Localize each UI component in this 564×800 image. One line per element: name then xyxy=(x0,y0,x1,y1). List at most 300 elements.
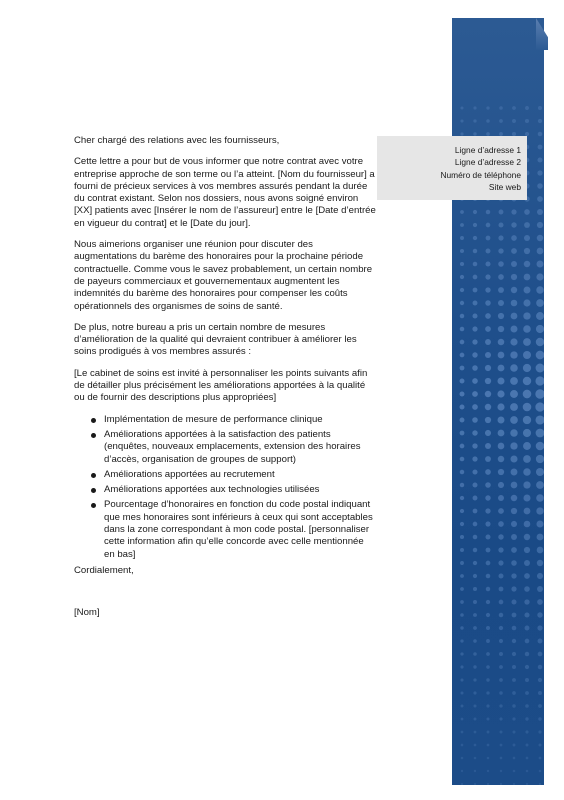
address-line-1: Ligne d’adresse 1 xyxy=(454,145,521,155)
pattern-dot xyxy=(485,391,491,397)
pattern-dot xyxy=(460,379,465,384)
pattern-dot xyxy=(499,587,504,592)
pattern-dot xyxy=(538,106,542,110)
pattern-dot xyxy=(473,678,476,681)
pattern-dot xyxy=(538,730,541,733)
pattern-dot xyxy=(461,744,464,747)
improvement-list xyxy=(74,414,376,561)
pattern-dot xyxy=(460,288,464,292)
pattern-dot xyxy=(485,417,491,423)
address-line-2: Ligne d’adresse 2 xyxy=(454,157,521,168)
pattern-dot xyxy=(473,210,477,214)
pattern-dot xyxy=(486,678,489,681)
pattern-dot xyxy=(460,327,465,332)
pattern-dot xyxy=(511,274,517,280)
pattern-dot xyxy=(524,235,530,241)
pattern-dot xyxy=(510,364,518,372)
pattern-dot xyxy=(497,403,504,410)
pattern-dot xyxy=(537,170,542,175)
pattern-dot xyxy=(473,275,478,280)
pattern-dot xyxy=(460,262,464,266)
pattern-dot xyxy=(485,352,491,358)
pattern-dot xyxy=(460,249,464,253)
pattern-dot xyxy=(473,496,478,501)
pattern-dot xyxy=(526,757,529,760)
pattern-dot xyxy=(512,106,516,110)
pattern-dot xyxy=(473,548,477,552)
pattern-dot xyxy=(499,652,503,656)
pattern-dot xyxy=(537,586,543,592)
pattern-dot xyxy=(460,639,463,642)
pattern-dot xyxy=(460,509,464,513)
pattern-dot xyxy=(460,678,463,681)
pattern-dot xyxy=(485,495,490,500)
pattern-dot xyxy=(500,731,503,734)
pattern-dot xyxy=(523,377,531,385)
pattern-dot xyxy=(499,678,503,682)
pattern-dot xyxy=(511,300,518,307)
pattern-dot xyxy=(537,222,543,228)
pattern-dot xyxy=(510,403,518,411)
pattern-dot xyxy=(485,508,490,513)
pattern-dot xyxy=(473,288,478,293)
pattern-dot xyxy=(486,561,491,566)
pattern-dot xyxy=(485,261,490,266)
pattern-dot xyxy=(523,442,531,450)
pattern-dot xyxy=(512,691,516,695)
pattern-dot xyxy=(473,223,477,227)
pattern-dot xyxy=(474,744,477,747)
pattern-dot xyxy=(524,560,530,566)
pattern-dot xyxy=(536,299,544,307)
pattern-dot xyxy=(538,743,541,746)
pattern-dot xyxy=(474,770,476,772)
pattern-dot xyxy=(536,455,544,463)
pattern-dot xyxy=(537,560,543,566)
pattern-dot xyxy=(523,351,531,359)
pattern-dot xyxy=(525,678,529,682)
pattern-dot xyxy=(510,338,517,345)
pattern-dot xyxy=(523,494,530,501)
pattern-dot xyxy=(460,626,463,629)
pattern-dot xyxy=(510,351,517,358)
pattern-dot xyxy=(537,625,542,630)
pattern-dot xyxy=(510,416,518,424)
pattern-dot xyxy=(511,222,516,227)
pattern-dot xyxy=(485,534,490,539)
pattern-dot xyxy=(511,573,516,578)
pattern-dot xyxy=(511,521,517,527)
closing: Cordialement, xyxy=(74,564,134,576)
pattern-dot xyxy=(498,339,505,346)
pattern-dot xyxy=(497,390,504,397)
pattern-dot xyxy=(512,717,515,720)
pattern-dot xyxy=(525,106,529,110)
pattern-dot xyxy=(498,547,503,552)
pattern-dot xyxy=(536,429,544,438)
pattern-dot xyxy=(473,236,477,240)
pattern-dot xyxy=(523,416,531,424)
pattern-dot xyxy=(460,665,463,668)
pattern-dot xyxy=(538,678,542,682)
pattern-dot xyxy=(537,612,542,617)
pattern-dot xyxy=(473,639,477,643)
pattern-dot xyxy=(487,731,490,734)
pattern-dot xyxy=(525,704,529,708)
pattern-dot xyxy=(523,429,531,437)
pattern-dot xyxy=(537,573,543,579)
pattern-dot xyxy=(460,431,465,436)
pattern-dot xyxy=(486,665,490,669)
pattern-dot xyxy=(472,482,477,487)
pattern-dot xyxy=(499,574,504,579)
pattern-dot xyxy=(535,376,544,385)
pattern-dot xyxy=(473,106,476,109)
pattern-dot xyxy=(473,665,476,668)
pattern-dot xyxy=(526,770,529,773)
pattern-dot xyxy=(486,548,491,553)
pattern-dot xyxy=(538,132,543,137)
pattern-dot xyxy=(485,404,491,410)
pattern-dot xyxy=(536,507,543,514)
pattern-dot xyxy=(473,704,476,707)
pattern-dot xyxy=(511,534,517,540)
salutation: Cher chargé des relations avec les fournisseurs, xyxy=(74,135,280,146)
pattern-dot xyxy=(460,236,464,240)
paragraph-instructions: [Le cabinet de soins est invité à personnaliser les points suivants afin de détailler plus précisément les améliorations apportées à la qualité ou de fournir des descriptions plus appropriées] xyxy=(74,367,368,404)
pattern-dot xyxy=(473,626,477,630)
pattern-dot xyxy=(536,442,544,451)
pattern-dot xyxy=(511,209,516,214)
pattern-dot xyxy=(499,210,504,215)
pattern-dot xyxy=(472,352,477,357)
pattern-dot xyxy=(486,600,490,604)
pattern-dot xyxy=(485,456,491,462)
pattern-dot xyxy=(460,366,465,371)
pattern-dot xyxy=(473,262,478,267)
pattern-dot xyxy=(512,678,516,682)
pattern-dot xyxy=(524,222,530,228)
pattern-dot xyxy=(474,718,477,721)
pattern-dot xyxy=(473,249,477,253)
pattern-dot xyxy=(523,325,531,333)
pattern-dot xyxy=(524,261,530,267)
pattern-dot xyxy=(461,705,464,708)
pattern-dot xyxy=(460,314,464,318)
website: Site web xyxy=(488,182,521,193)
pattern-dot xyxy=(513,757,516,760)
pattern-dot xyxy=(473,522,478,527)
pattern-dot xyxy=(460,353,465,358)
pattern-dot xyxy=(536,312,544,320)
pattern-dot xyxy=(525,665,529,669)
pattern-dot xyxy=(524,521,531,528)
pattern-dot xyxy=(523,364,531,372)
address-block xyxy=(377,136,527,200)
pattern-dot xyxy=(511,560,517,566)
pattern-dot xyxy=(524,248,530,254)
pattern-dot xyxy=(460,470,465,475)
pattern-dot xyxy=(485,313,491,319)
pattern-dot xyxy=(459,391,464,396)
pattern-dot xyxy=(472,365,478,371)
pattern-dot xyxy=(498,508,504,514)
pattern-dot xyxy=(499,626,503,630)
pattern-dot xyxy=(473,119,476,122)
pattern-dot xyxy=(499,665,503,669)
pattern-dot xyxy=(511,469,518,476)
pattern-dot xyxy=(523,455,531,463)
pattern-dot xyxy=(498,287,504,293)
pattern-dot xyxy=(473,587,477,591)
pattern-dot xyxy=(511,261,517,267)
pattern-dot xyxy=(510,442,517,449)
pattern-dot xyxy=(523,338,531,346)
pattern-dot xyxy=(460,119,463,122)
pattern-dot xyxy=(500,783,502,785)
pattern-dot xyxy=(486,626,490,630)
pattern-dot xyxy=(511,287,517,293)
dot-pattern xyxy=(452,18,544,785)
pattern-dot xyxy=(487,783,489,785)
pattern-dot xyxy=(486,639,490,643)
list-item: Pourcentage d’honoraires en fonction du code postal indiquant que mes honoraires sont inférieurs à ceux qui sont acceptables dans la zone correspondant à mon code postal. [personnaliser cette information afin qu’elle concorde avec celle mentionnée en bas] xyxy=(74,499,376,560)
pattern-dot xyxy=(510,455,517,462)
pattern-dot xyxy=(498,274,504,280)
pattern-dot xyxy=(536,325,544,333)
pattern-dot xyxy=(535,389,544,398)
pattern-dot xyxy=(499,691,502,694)
pattern-dot xyxy=(535,402,544,411)
pattern-dot xyxy=(524,573,530,579)
pattern-dot xyxy=(512,665,516,669)
signature-name: [Nom] xyxy=(74,607,100,619)
pattern-dot xyxy=(461,770,463,772)
pattern-dot xyxy=(487,770,489,772)
pattern-dot xyxy=(523,299,530,306)
pattern-dot xyxy=(538,652,543,657)
pattern-dot xyxy=(473,301,478,306)
pattern-dot xyxy=(486,613,490,617)
pattern-dot xyxy=(498,222,503,227)
letter-body xyxy=(74,135,376,620)
pattern-dot xyxy=(510,429,517,436)
pattern-dot xyxy=(472,391,478,397)
pattern-dot xyxy=(537,547,544,554)
pattern-dot xyxy=(512,613,517,618)
pattern-dot xyxy=(524,534,530,540)
pattern-dot xyxy=(486,249,491,254)
pattern-dot xyxy=(499,106,503,110)
pattern-dot xyxy=(472,443,477,448)
pattern-dot xyxy=(460,574,464,578)
pattern-dot xyxy=(525,639,530,644)
pattern-dot xyxy=(460,418,465,423)
pattern-dot xyxy=(472,326,477,331)
pattern-dot xyxy=(485,274,490,279)
pattern-dot xyxy=(497,377,504,384)
pattern-dot xyxy=(499,717,502,720)
paragraph-quality: De plus, notre bureau a pris un certain nombre de mesures d’amélioration de la qualité qui devraient contribuer à améliorer les soins prodigués à vos membres assurés : xyxy=(74,321,357,358)
pattern-dot xyxy=(498,495,504,501)
pattern-dot xyxy=(537,534,544,541)
pattern-dot xyxy=(498,521,504,527)
pattern-dot xyxy=(461,692,464,695)
pattern-dot xyxy=(537,209,543,215)
pattern-dot xyxy=(498,248,503,253)
pattern-dot xyxy=(512,119,516,123)
pattern-dot xyxy=(524,599,529,604)
pattern-dot xyxy=(486,223,491,228)
pattern-dot xyxy=(473,600,477,604)
pattern-dot xyxy=(500,757,503,760)
pattern-dot xyxy=(486,236,491,241)
pattern-dot xyxy=(524,612,529,617)
pattern-dot xyxy=(537,248,544,255)
pattern-dot xyxy=(460,535,464,539)
pattern-dot xyxy=(536,468,544,476)
pattern-dot xyxy=(538,119,542,123)
pattern-dot xyxy=(500,770,502,772)
pattern-dot xyxy=(473,535,478,540)
pattern-dot xyxy=(460,223,464,227)
pattern-dot xyxy=(460,613,464,617)
pattern-dot xyxy=(485,339,491,345)
pattern-dot xyxy=(513,783,515,785)
pattern-dot xyxy=(460,275,464,279)
pattern-dot xyxy=(473,691,476,694)
pattern-dot xyxy=(474,731,477,734)
pattern-dot xyxy=(498,261,504,267)
pattern-dot xyxy=(472,430,477,435)
pattern-dot xyxy=(526,744,529,747)
paragraph-meeting: Nous aimerions organiser une réunion pour discuter des augmentations du barème des honoraires pour la prochaine période contractuelle. Comme vous le savez probablement, un certain nombre de payeurs commerciaux et gouvernementaux augmentent les indemnités du barème des honoraires pour compenser les coûts opérationnels des organismes de soins de santé. xyxy=(74,239,373,312)
pattern-dot xyxy=(512,626,517,631)
pattern-dot xyxy=(460,561,464,565)
pattern-dot xyxy=(538,717,541,720)
pattern-dot xyxy=(511,547,517,553)
pattern-dot xyxy=(461,783,463,785)
pattern-dot xyxy=(460,652,463,655)
pattern-dot xyxy=(498,326,504,332)
pattern-dot xyxy=(525,691,529,695)
pattern-dot xyxy=(498,417,505,424)
pattern-dot xyxy=(498,534,503,539)
pattern-dot xyxy=(537,183,543,189)
pattern-dot xyxy=(536,520,543,527)
pattern-dot xyxy=(498,300,504,306)
pattern-dot xyxy=(485,443,491,449)
pattern-dot xyxy=(487,744,490,747)
pattern-dot xyxy=(474,783,476,785)
list-item: Améliorations apportées aux technologies utilisées xyxy=(74,484,376,496)
pattern-dot xyxy=(536,286,543,293)
pattern-dot xyxy=(473,652,477,656)
pattern-dot xyxy=(536,351,544,360)
pattern-dot xyxy=(487,757,490,760)
pattern-dot xyxy=(538,691,542,695)
pattern-dot xyxy=(537,261,544,268)
pattern-dot xyxy=(523,481,530,488)
pattern-dot xyxy=(485,378,491,384)
pattern-dot xyxy=(473,561,477,565)
pattern-dot xyxy=(460,210,464,214)
pattern-dot xyxy=(511,313,518,320)
pattern-dot xyxy=(499,613,503,617)
pattern-dot xyxy=(535,415,544,424)
phone-number: Numéro de téléphone xyxy=(440,169,521,180)
pattern-dot xyxy=(472,404,478,410)
pattern-dot xyxy=(485,300,490,305)
pattern-dot xyxy=(485,469,491,475)
decorative-side-panel xyxy=(452,18,544,785)
pattern-dot xyxy=(512,730,515,733)
pattern-dot xyxy=(513,770,516,773)
pattern-dot xyxy=(498,352,505,359)
pattern-dot xyxy=(512,639,516,643)
pattern-dot xyxy=(498,469,504,475)
list-item: Améliorations apportées à la satisfaction des patients (enquêtes, nouveaux emplacements, extension des horaires d’accès, organisation de groupes de support) xyxy=(74,429,376,466)
pattern-dot xyxy=(523,403,532,412)
pattern-dot xyxy=(524,274,531,281)
pattern-dot xyxy=(511,482,518,489)
pattern-dot xyxy=(485,430,491,436)
pattern-dot xyxy=(539,783,541,785)
pattern-dot xyxy=(538,145,543,150)
pattern-dot xyxy=(536,494,544,502)
pattern-dot xyxy=(510,377,518,385)
pattern-dot xyxy=(486,210,491,215)
pattern-dot xyxy=(460,444,465,449)
pattern-dot xyxy=(460,587,464,591)
pattern-dot xyxy=(498,430,505,437)
pattern-dot xyxy=(539,770,542,773)
pattern-dot xyxy=(537,599,543,605)
pattern-dot xyxy=(498,313,504,319)
pattern-dot xyxy=(538,704,542,708)
pattern-dot xyxy=(539,757,542,760)
pattern-dot xyxy=(511,508,517,514)
pattern-dot xyxy=(536,338,544,346)
pattern-dot xyxy=(512,704,515,707)
pattern-dot xyxy=(486,587,490,591)
pattern-dot xyxy=(523,468,530,475)
pattern-dot xyxy=(486,691,489,694)
list-item: Améliorations apportées au recrutement xyxy=(74,469,376,481)
pattern-dot xyxy=(499,600,504,605)
pattern-dot xyxy=(498,560,503,565)
pattern-dot xyxy=(472,456,477,461)
pattern-dot xyxy=(511,586,516,591)
pattern-dot xyxy=(486,574,491,579)
pattern-dot xyxy=(523,312,530,319)
pattern-dot xyxy=(511,326,518,333)
pattern-dot xyxy=(472,339,477,344)
paragraph-intro: Cette lettre a pour but de vous informer que notre contrat avec votre entreprise approche de son terme ou l’a atteint. [Nom du fournisseur] a fourni de précieux services à vos membres assurés pendant la durée du contrat existant. Selon nos dossiers, nous avons soigné environ [XX] patients avec [Insérer le nom de l’assureur] entre le [Date d’entrée en vigueur du contrat] et le [Date du jour]. xyxy=(74,156,376,229)
pattern-dot xyxy=(474,757,477,760)
pattern-dot xyxy=(525,652,529,656)
pattern-dot xyxy=(498,482,504,488)
pattern-dot xyxy=(536,481,544,489)
pattern-dot xyxy=(524,508,531,515)
pattern-dot xyxy=(461,757,464,760)
pattern-dot xyxy=(473,613,477,617)
pattern-dot xyxy=(511,235,517,241)
pattern-dot xyxy=(461,718,464,721)
pattern-dot xyxy=(525,717,528,720)
pattern-dot xyxy=(524,547,530,553)
pattern-dot xyxy=(511,248,517,254)
